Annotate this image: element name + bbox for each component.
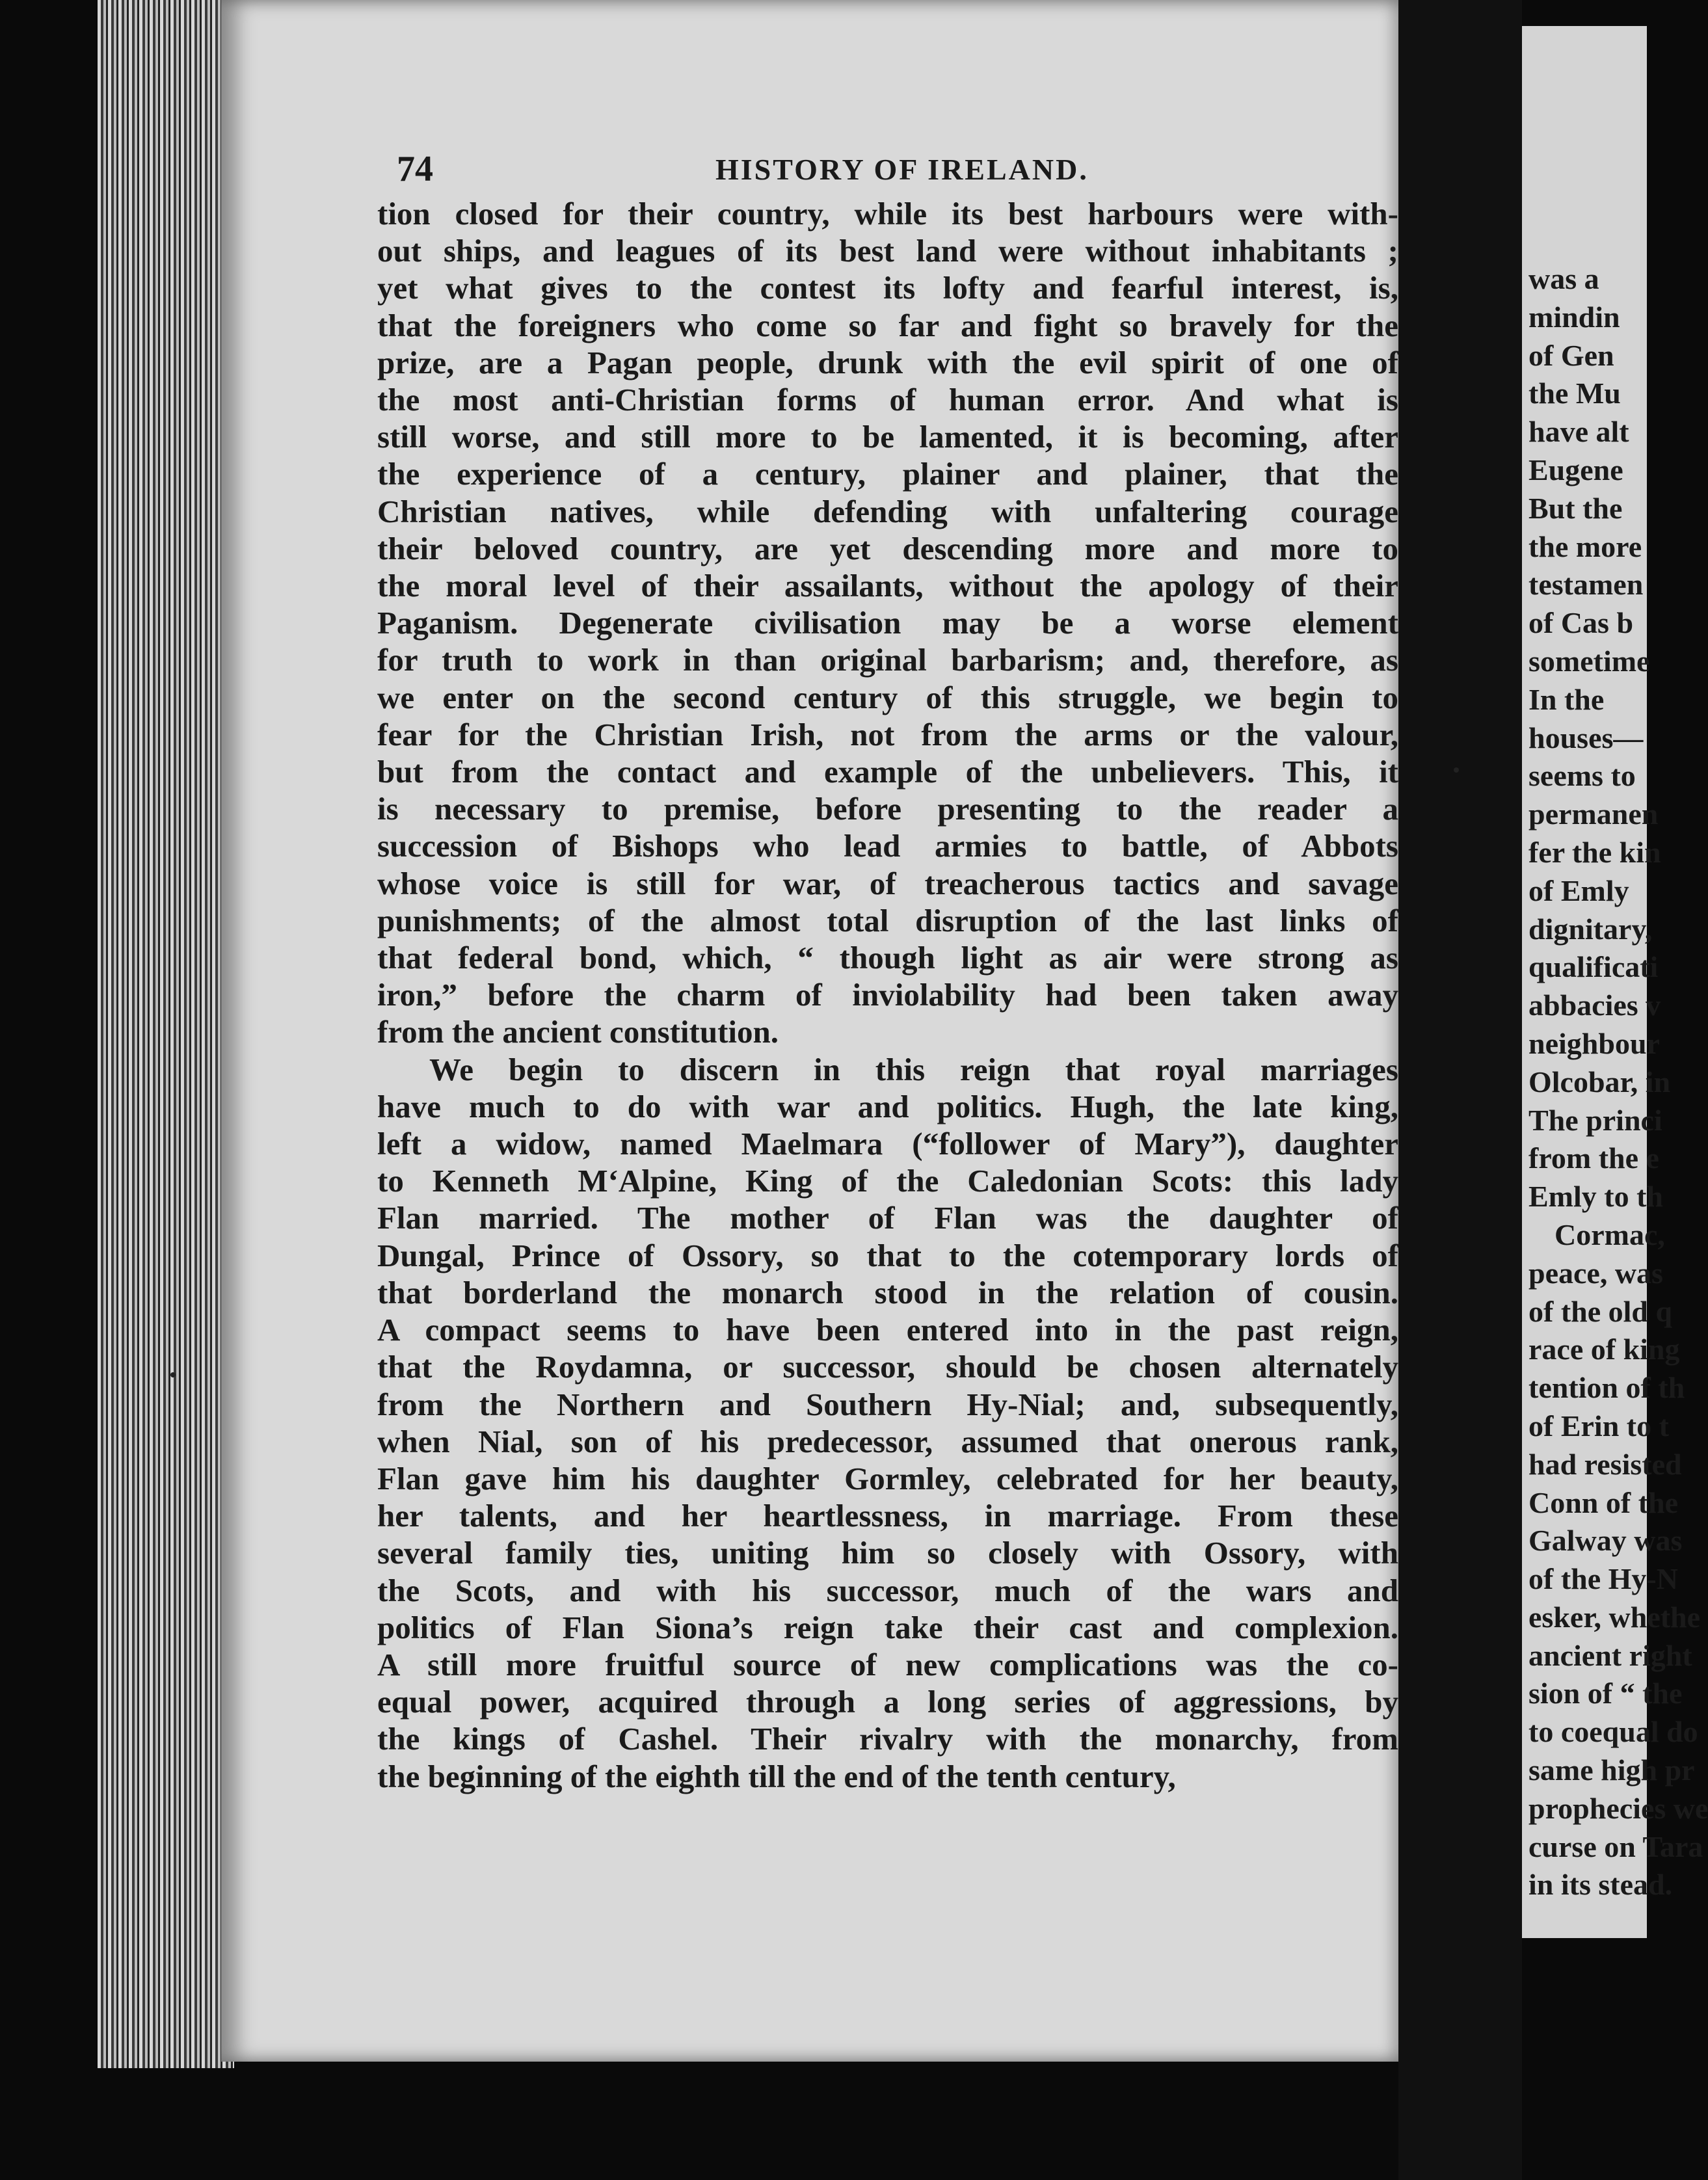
- running-title: HISTORY OF IRELAND.: [715, 153, 1089, 186]
- text-line: the experience of a century, plainer and plainer, that the: [377, 456, 1398, 492]
- text-line: Olcobar, in: [1528, 1065, 1671, 1098]
- text-line: punishments; of the almost total disruption of the last links of: [377, 902, 1398, 938]
- text-line: houses—: [1528, 721, 1644, 754]
- text-line: was a: [1528, 262, 1599, 295]
- text-line: prophecies we: [1528, 1791, 1708, 1825]
- text-line: left a widow, named Maelmara (“follower of Mary”), daughter: [377, 1126, 1398, 1162]
- text-line: whose voice is still for war, of treacherous tactics and savage: [377, 865, 1398, 901]
- text-line: we enter on the second century of this struggle, we begin to: [377, 679, 1398, 715]
- text-line: esker, whethe: [1528, 1600, 1701, 1634]
- text-line: peace, was: [1528, 1256, 1663, 1290]
- text-line: out ships, and leagues of its best land were without inhabitants ;: [377, 233, 1398, 269]
- text-line: sion of “ the: [1528, 1677, 1683, 1710]
- text-line: the Mu: [1528, 377, 1621, 410]
- text-line: of Emly: [1528, 873, 1629, 907]
- text-line: prize, are a Pagan people, drunk with the evil spirit of one of: [377, 344, 1398, 380]
- text-line: Christian natives, while defending with unfaltering courage: [377, 493, 1398, 529]
- book-gutter: [1398, 0, 1522, 2180]
- text-line: Emly to th: [1528, 1180, 1663, 1214]
- text-line: succession of Bishops who lead armies to battle, of Abbots: [377, 828, 1398, 864]
- text-line: their beloved country, are yet descending more and more to: [377, 530, 1398, 566]
- text-line: yet what gives to the contest its lofty and fearful interest, is,: [377, 270, 1398, 306]
- text-line: that the foreigners who come so far and fight so bravely for the: [377, 307, 1398, 343]
- text-line: her talents, and her heartlessness, in marriage. From these: [377, 1498, 1398, 1534]
- text-line: A still more fruitful source of new complications was the co-: [377, 1646, 1398, 1682]
- text-line: ancient right: [1528, 1638, 1692, 1672]
- text-line: Conn of the: [1528, 1485, 1679, 1519]
- text-line: dignitary,: [1528, 912, 1653, 946]
- text-line: equal power, acquired through a long series of aggressions, by: [377, 1684, 1398, 1720]
- page-number: 74: [397, 149, 433, 189]
- text-line: But the: [1528, 491, 1623, 525]
- text-line: the most anti-Christian forms of human error. And what is: [377, 382, 1398, 418]
- text-line: Galway was: [1528, 1524, 1683, 1558]
- text-line: race of king: [1528, 1333, 1680, 1366]
- text-line: A compact seems to have been entered into in the past reign,: [377, 1312, 1398, 1348]
- text-line: Dungal, Prince of Ossory, so that to the cotemporary lords of: [377, 1237, 1398, 1273]
- text-line: have alt: [1528, 415, 1629, 449]
- text-line: Paganism. Degenerate civilisation may be a worse element: [377, 605, 1398, 641]
- text-line: Flan gave him his daughter Gormley, celebrated for her beauty,: [377, 1460, 1398, 1496]
- text-line: testamen: [1528, 568, 1644, 602]
- text-line: curse on Tara: [1528, 1829, 1703, 1863]
- text-line: of Cas b: [1528, 606, 1634, 640]
- text-line: the moral level of their assailants, without the apology of their: [377, 568, 1398, 604]
- text-line: In the: [1528, 682, 1605, 716]
- text-line: tion closed for their country, while its best harbours were with-: [377, 196, 1398, 232]
- text-line: the Scots, and with his successor, much of the wars and: [377, 1572, 1398, 1608]
- text-line: that borderland the monarch stood in the relation of cousin.: [377, 1274, 1398, 1310]
- text-line: from the ancient constitution.: [377, 1014, 779, 1050]
- text-line: of the Hy-N: [1528, 1562, 1678, 1596]
- text-line: Cormac,: [1555, 1217, 1665, 1251]
- text-line: but from the contact and example of the unbelievers. This, it: [377, 754, 1398, 790]
- text-line: that federal bond, which, “ though light as air were strong as: [377, 940, 1398, 976]
- text-line: to Kenneth M‘Alpine, King of the Caledonian Scots: this lady: [377, 1163, 1398, 1199]
- text-line: the kings of Cashel. Their rivalry with the monarchy, from: [377, 1721, 1398, 1757]
- text-line: permanen: [1528, 797, 1659, 831]
- text-line: the beginning of the eighth till the end of the tenth century,: [377, 1758, 1176, 1794]
- text-line: tention of th: [1528, 1371, 1685, 1405]
- text-line: of Gen: [1528, 338, 1614, 372]
- text-line: still worse, and still more to be lamented, it is becoming, after: [377, 419, 1398, 455]
- page-edges: [98, 0, 234, 2068]
- text-line: neighbour: [1528, 1026, 1660, 1060]
- text-line: sometime: [1528, 644, 1650, 678]
- text-line: abbacies v: [1528, 989, 1661, 1022]
- text-line: fear for the Christian Irish, not from the arms or the valour,: [377, 716, 1398, 752]
- text-line: qualificati: [1528, 950, 1659, 984]
- text-line: when Nial, son of his predecessor, assumed that onerous rank,: [377, 1423, 1398, 1459]
- text-line: We begin to discern in this reign that royal marriages: [429, 1051, 1398, 1087]
- text-line: Flan married. The mother of Flan was the daughter of: [377, 1200, 1398, 1236]
- text-line: from the e: [1528, 1141, 1659, 1175]
- left-page-body: [377, 195, 1398, 1795]
- right-page-body: [1528, 260, 1708, 1904]
- text-line: seems to: [1528, 759, 1636, 793]
- text-line: fer the kin: [1528, 835, 1661, 869]
- text-line: that the Roydamna, or successor, should be chosen alternately: [377, 1349, 1398, 1385]
- text-line: of the old q: [1528, 1294, 1673, 1328]
- text-line: to coequal do: [1528, 1715, 1698, 1749]
- text-line: Eugene: [1528, 453, 1623, 486]
- text-line: politics of Flan Siona’s reign take their cast and complexion.: [377, 1609, 1398, 1645]
- text-line: iron,” before the charm of inviolability had been taken away: [377, 977, 1398, 1013]
- page-speck: [170, 1372, 176, 1377]
- text-line: mindin: [1528, 300, 1620, 334]
- text-line: The princi: [1528, 1103, 1662, 1137]
- text-line: several family ties, uniting him so closely with Ossory, with: [377, 1535, 1398, 1571]
- text-line: same high pr: [1528, 1753, 1695, 1787]
- text-line: is necessary to premise, before presenting to the reader a: [377, 791, 1398, 827]
- text-line: for truth to work in than original barbarism; and, therefore, as: [377, 642, 1398, 678]
- text-line: have much to do with war and politics. Hugh, the late king,: [377, 1088, 1398, 1124]
- text-line: the more: [1528, 529, 1642, 563]
- page-header: [397, 148, 1398, 194]
- text-line: had resisted: [1528, 1447, 1682, 1481]
- page-speck: [1454, 767, 1459, 773]
- text-line: in its stead.: [1528, 1868, 1673, 1902]
- text-line: from the Northern and Southern Hy-Nial; and, subsequently,: [377, 1386, 1398, 1422]
- text-line: of Erin to t: [1528, 1409, 1669, 1442]
